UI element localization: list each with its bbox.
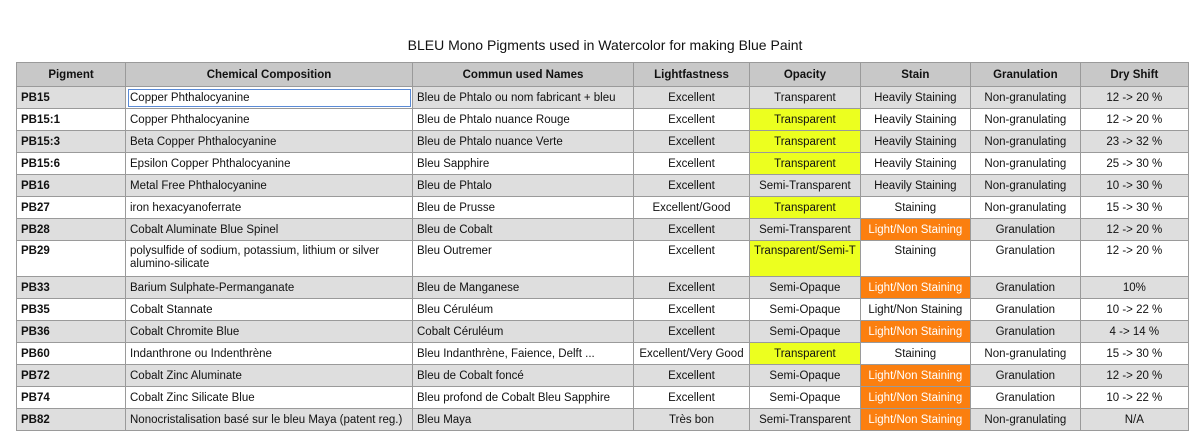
cell-composition[interactable]: Indanthrone ou Indenthrène (126, 343, 413, 365)
cell-dry-shift[interactable]: 12 -> 20 % (1080, 365, 1188, 387)
cell-pigment[interactable]: PB15:3 (17, 131, 126, 153)
cell-opacity[interactable]: Semi-Transparent (750, 175, 861, 197)
cell-opacity[interactable]: Semi-Opaque (750, 365, 861, 387)
cell-stain[interactable]: Light/Non Staining (860, 277, 970, 299)
table-row (17, 219, 1189, 241)
cell-composition[interactable]: Barium Sulphate-Permanganate (126, 277, 413, 299)
cell-pigment[interactable]: PB15:1 (17, 109, 126, 131)
cell-composition[interactable]: Cobalt Zinc Silicate Blue (126, 387, 413, 409)
cell-granulation[interactable]: Granulation (970, 387, 1080, 409)
cell-pigment[interactable]: PB35 (17, 299, 126, 321)
header-stain[interactable]: Stain (860, 63, 970, 87)
cell-composition[interactable]: Cobalt Aluminate Blue Spinel (126, 219, 413, 241)
cell-composition[interactable]: Cobalt Stannate (126, 299, 413, 321)
cell-pigment[interactable]: PB28 (17, 219, 126, 241)
cell-lightfastness[interactable]: Excellent (634, 109, 750, 131)
table-row (17, 131, 1189, 153)
cell-stain[interactable]: Heavily Staining (860, 109, 970, 131)
cell-pigment[interactable]: PB82 (17, 409, 126, 431)
table-row (17, 197, 1189, 219)
cell-opacity[interactable]: Transparent (750, 153, 861, 175)
cell-names[interactable]: Bleu Sapphire (413, 153, 634, 175)
cell-dry-shift[interactable]: 12 -> 20 % (1080, 241, 1188, 277)
cell-lightfastness[interactable]: Excellent (634, 321, 750, 343)
header-opacity[interactable]: Opacity (750, 63, 861, 87)
cell-lightfastness[interactable]: Très bon (634, 409, 750, 431)
document-title: BLEU Mono Pigments used in Watercolor for making Blue Paint (407, 37, 803, 53)
cell-granulation[interactable]: Non-granulating (970, 343, 1080, 365)
cell-lightfastness[interactable]: Excellent (634, 219, 750, 241)
cell-stain[interactable]: Heavily Staining (860, 87, 970, 109)
cell-granulation[interactable]: Non-granulating (970, 409, 1080, 431)
cell-dry-shift[interactable]: 12 -> 20 % (1080, 219, 1188, 241)
cell-dry-shift[interactable]: 10 -> 22 % (1080, 299, 1188, 321)
cell-stain[interactable]: Staining (860, 343, 970, 365)
cell-names[interactable]: Bleu de Cobalt foncé (413, 365, 634, 387)
cell-opacity[interactable]: Transparent (750, 343, 861, 365)
cell-stain[interactable]: Light/Non Staining (860, 409, 970, 431)
cell-names[interactable]: Bleu de Prusse (413, 197, 634, 219)
cell-composition[interactable]: Epsilon Copper Phthalocyanine (126, 153, 413, 175)
cell-composition[interactable]: Cobalt Zinc Aluminate (126, 365, 413, 387)
cell-stain[interactable]: Light/Non Staining (860, 387, 970, 409)
cell-stain[interactable]: Light/Non Staining (860, 321, 970, 343)
cell-names[interactable]: Bleu Maya (413, 409, 634, 431)
header-commun-used-names[interactable]: Commun used Names (413, 63, 634, 87)
cell-names[interactable]: Bleu de Phtalo nuance Verte (413, 131, 634, 153)
cell-granulation[interactable]: Granulation (970, 321, 1080, 343)
cell-dry-shift[interactable]: 10% (1080, 277, 1188, 299)
cell-pigment[interactable]: PB16 (17, 175, 126, 197)
cell-names[interactable]: Bleu de Phtalo ou nom fabricant + bleu (413, 87, 634, 109)
cell-dry-shift[interactable]: 4 -> 14 % (1080, 321, 1188, 343)
header-dry-shift[interactable]: Dry Shift (1080, 63, 1188, 87)
cell-dry-shift[interactable]: 15 -> 30 % (1080, 197, 1188, 219)
cell-opacity[interactable]: Semi-Opaque (750, 321, 861, 343)
cell-stain[interactable]: Staining (860, 197, 970, 219)
cell-stain[interactable]: Heavily Staining (860, 153, 970, 175)
cell-names[interactable]: Bleu Outremer (413, 241, 634, 277)
cell-granulation[interactable]: Non-granulating (970, 131, 1080, 153)
table-row (17, 299, 1189, 321)
cell-pigment[interactable]: PB74 (17, 387, 126, 409)
cell-pigment[interactable]: PB27 (17, 197, 126, 219)
cell-lightfastness[interactable]: Excellent (634, 175, 750, 197)
cell-names[interactable]: Bleu Indanthrène, Faience, Delft ... (413, 343, 634, 365)
cell-opacity[interactable]: Transparent (750, 131, 861, 153)
cell-lightfastness[interactable]: Excellent (634, 365, 750, 387)
table-row (17, 387, 1189, 409)
cell-lightfastness[interactable]: Excellent (634, 387, 750, 409)
cell-dry-shift[interactable]: 12 -> 20 % (1080, 87, 1188, 109)
cell-composition[interactable]: Copper Phthalocyanine (126, 109, 413, 131)
table-row (17, 409, 1189, 431)
cell-dry-shift[interactable]: 10 -> 22 % (1080, 387, 1188, 409)
cell-dry-shift[interactable]: 25 -> 30 % (1080, 153, 1188, 175)
cell-opacity[interactable]: Transparent (750, 197, 861, 219)
cell-opacity[interactable]: Semi-Transparent (750, 409, 861, 431)
cell-composition[interactable]: Beta Copper Phthalocyanine (126, 131, 413, 153)
cell-pigment[interactable]: PB29 (17, 241, 126, 277)
cell-names[interactable]: Bleu de Cobalt (413, 219, 634, 241)
cell-names[interactable]: Bleu profond de Cobalt Bleu Sapphire (413, 387, 634, 409)
cell-composition[interactable]: Metal Free Phthalocyanine (126, 175, 413, 197)
cell-pigment[interactable]: PB33 (17, 277, 126, 299)
table-row (17, 321, 1189, 343)
cell-granulation[interactable]: Granulation (970, 365, 1080, 387)
cell-lightfastness[interactable]: Excellent/Good (634, 197, 750, 219)
table-row (17, 153, 1189, 175)
header-pigment[interactable]: Pigment (17, 63, 126, 87)
cell-lightfastness[interactable]: Excellent/Very Good (634, 343, 750, 365)
pigment-table (16, 62, 1189, 431)
cell-composition[interactable]: Cobalt Chromite Blue (126, 321, 413, 343)
cell-opacity[interactable]: Transparent (750, 87, 861, 109)
cell-granulation[interactable]: Non-granulating (970, 197, 1080, 219)
cell-granulation[interactable]: Non-granulating (970, 153, 1080, 175)
table-row (17, 87, 1189, 109)
cell-pigment[interactable]: PB60 (17, 343, 126, 365)
cell-stain[interactable]: Heavily Staining (860, 175, 970, 197)
cell-opacity[interactable]: Semi-Opaque (750, 387, 861, 409)
cell-stain[interactable]: Light/Non Staining (860, 365, 970, 387)
table-row (17, 109, 1189, 131)
cell-stain[interactable]: Heavily Staining (860, 131, 970, 153)
cell-stain[interactable]: Light/Non Staining (860, 299, 970, 321)
cell-dry-shift[interactable]: 10 -> 30 % (1080, 175, 1188, 197)
cell-names[interactable]: Bleu de Phtalo (413, 175, 634, 197)
cell-names[interactable]: Bleu Céruléum (413, 299, 634, 321)
cell-pigment[interactable]: PB36 (17, 321, 126, 343)
table-row (17, 241, 1189, 277)
cell-opacity[interactable]: Transparent (750, 109, 861, 131)
cell-names[interactable]: Cobalt Céruléum (413, 321, 634, 343)
cell-stain[interactable]: Staining (860, 241, 970, 277)
cell-granulation[interactable]: Non-granulating (970, 87, 1080, 109)
table-row (17, 365, 1189, 387)
cell-pigment[interactable]: PB72 (17, 365, 126, 387)
cell-granulation[interactable]: Non-granulating (970, 175, 1080, 197)
cell-composition[interactable]: iron hexacyanoferrate (126, 197, 413, 219)
cell-granulation[interactable]: Granulation (970, 299, 1080, 321)
cell-composition[interactable]: Nonocristalisation basé sur le bleu Maya (patent reg.) (126, 409, 413, 431)
cell-granulation[interactable]: Granulation (970, 241, 1080, 277)
cell-lightfastness[interactable]: Excellent (634, 153, 750, 175)
cell-dry-shift[interactable]: 23 -> 32 % (1080, 131, 1188, 153)
table-row (17, 175, 1189, 197)
header-granulation[interactable]: Granulation (970, 63, 1080, 87)
cell-granulation[interactable]: Non-granulating (970, 109, 1080, 131)
cell-lightfastness[interactable]: Excellent (634, 299, 750, 321)
cell-composition[interactable]: polysulfide of sodium, potassium, lithium or silver alumino-silicate (126, 241, 413, 277)
cell-lightfastness[interactable]: Excellent (634, 277, 750, 299)
cell-opacity[interactable]: Semi-Opaque (750, 277, 861, 299)
cell-opacity[interactable]: Semi-Transparent (750, 219, 861, 241)
cell-lightfastness[interactable]: Excellent (634, 241, 750, 277)
table-row (17, 277, 1189, 299)
cell-lightfastness[interactable]: Excellent (634, 131, 750, 153)
cell-composition[interactable]: Copper Phthalocyanine (126, 87, 413, 109)
cell-dry-shift[interactable]: 12 -> 20 % (1080, 109, 1188, 131)
cell-pigment[interactable]: PB15:6 (17, 153, 126, 175)
cell-opacity[interactable]: Semi-Opaque (750, 299, 861, 321)
cell-stain[interactable]: Light/Non Staining (860, 219, 970, 241)
cell-names[interactable]: Bleu de Manganese (413, 277, 634, 299)
cell-pigment[interactable]: PB15 (17, 87, 126, 109)
header-chemical-composition[interactable]: Chemical Composition (126, 63, 413, 87)
cell-granulation[interactable]: Granulation (970, 219, 1080, 241)
header-lightfastness[interactable]: Lightfastness (634, 63, 750, 87)
cell-opacity[interactable]: Transparent/Semi-T (750, 241, 861, 277)
cell-dry-shift[interactable]: 15 -> 30 % (1080, 343, 1188, 365)
table-row (17, 343, 1189, 365)
header-row (17, 63, 1189, 87)
cell-dry-shift[interactable]: N/A (1080, 409, 1188, 431)
cell-names[interactable]: Bleu de Phtalo nuance Rouge (413, 109, 634, 131)
cell-lightfastness[interactable]: Excellent (634, 87, 750, 109)
cell-granulation[interactable]: Granulation (970, 277, 1080, 299)
